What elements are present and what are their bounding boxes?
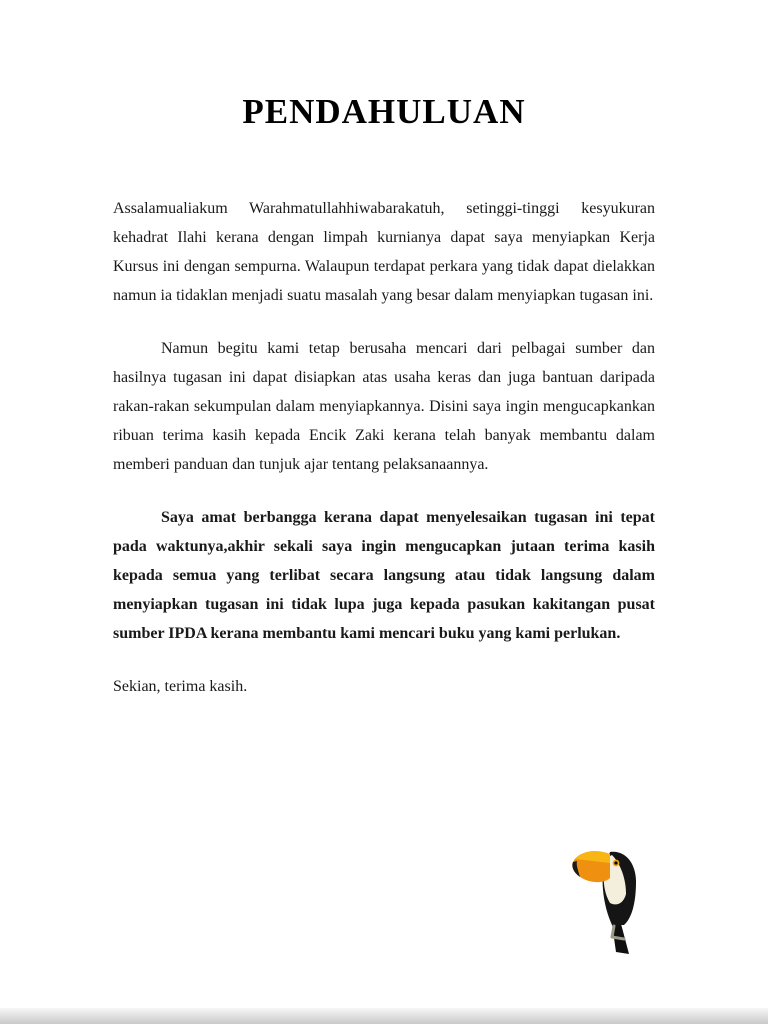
- paragraph-3: Saya amat berbangga kerana dapat menyelesaikan tugasan ini tepat pada waktunya,akhir sekali saya ingin mengucapkan jutaan terima kasih kepada semua yang terlibat secara langsung atau tidak langsung dalam menyiapkan tugasan ini tidak lupa juga kepada pasukan kakitangan pusat sumber IPDA kerana membantu kami mencari buku yang kami perlukan.: [113, 509, 655, 642]
- toucan-icon: [566, 842, 646, 962]
- closing-text: Sekian, terima kasih.: [113, 678, 248, 695]
- page-bottom-edge: [0, 1008, 768, 1024]
- page-title: PENDAHULUAN: [242, 92, 526, 131]
- document-body: [113, 194, 655, 701]
- paragraph-1: Assalamualiakum Warahmatullahhiwabarakatuh, setinggi-tinggi kesyukuran kehadrat Ilahi kerana dengan limpah kurnianya dapat saya menyiapkan Kerja Kursus ini dengan sempurna. Walaupun terdapat perkara yang tidak dapat dielakkan namun ia tidaklan menjadi suatu masalah yang besar dalam menyiapkan tugasan ini.: [113, 200, 655, 304]
- toucan-image: [566, 842, 646, 962]
- paragraph-2: Namun begitu kami tetap berusaha mencari dari pelbagai sumber dan hasilnya tugasan ini dapat disiapkan atas usaha keras dan juga bantuan daripada rakan-rakan sekumpulan dalam menyiapkannya. Disini saya ingin mengucapkankan ribuan terima kasih kepada Encik Zaki kerana telah banyak membantu dalam memberi panduan dan tunjuk ajar tentang pelaksanaannya.: [113, 340, 655, 473]
